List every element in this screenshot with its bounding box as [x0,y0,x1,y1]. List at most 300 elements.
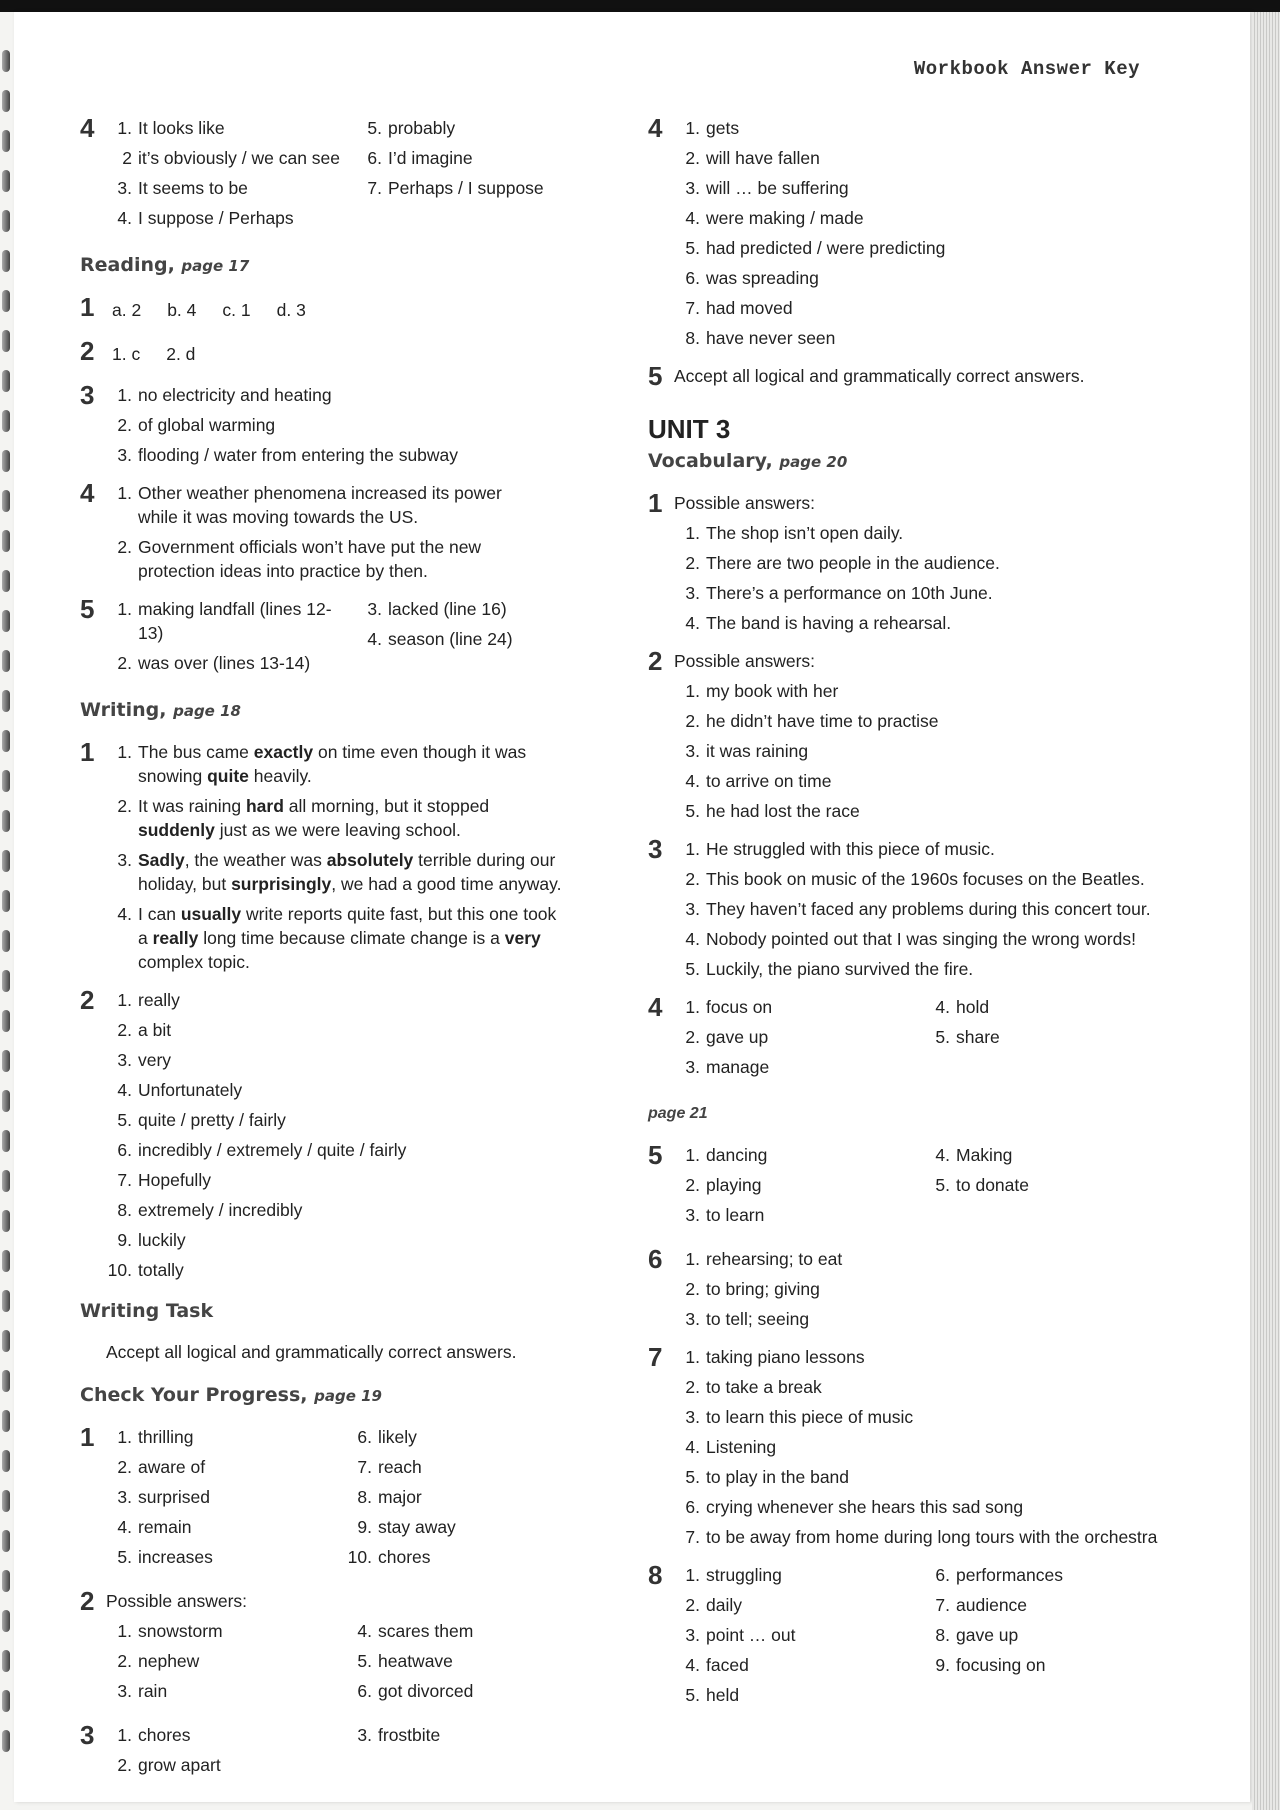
item-text: faced [706,1655,749,1675]
answer-item [106,1753,346,1777]
item-number: 5. [357,1651,372,1671]
answer-item [356,116,556,140]
spiral-ring [2,730,10,752]
item-number: 2. [685,869,700,889]
item-text: snowstorm [138,1621,223,1641]
item-text: have never seen [706,328,836,348]
answer-item [106,1545,346,1569]
spiral-ring [2,50,10,72]
item-number: 4. [685,1655,700,1675]
answer-item [106,1649,346,1673]
answer-item [106,1078,600,1102]
item-number: 4. [117,1080,132,1100]
answer-item [346,1545,546,1569]
exercise-number: 2 [80,1586,95,1616]
answer-item [674,709,1168,733]
answer-list [674,837,1168,981]
item-text: gave up [706,1027,769,1047]
item-number: 3. [117,1050,132,1070]
exercise-number: 5 [80,594,95,624]
item-text: luckily [138,1230,186,1250]
item-text: Perhaps / I suppose [388,178,544,198]
section-page: page 17 [181,257,250,275]
item-number: 5. [685,959,700,979]
spiral-ring [2,170,10,192]
item-number: 2. [685,1175,700,1195]
answer-list [674,521,1168,635]
right-column [648,113,1168,1727]
answer-list [924,1143,1124,1233]
item-number: 6. [357,1681,372,1701]
item-number: 5. [117,1110,132,1130]
answer-item [674,266,1168,290]
answer-item [924,1653,1124,1677]
answer-item [674,1563,924,1587]
answer-item [924,1143,1124,1167]
answer-item [106,1048,600,1072]
writing-exercise-2 [80,985,600,1282]
item-number: 1. [117,1725,132,1745]
answer-item [106,1485,346,1509]
item-text: to be away from home during long tours with the orchestra [706,1527,1158,1547]
item-number: 5. [685,1467,700,1487]
spiral-ring [2,410,10,432]
item-text: was over (lines 13-14) [138,653,311,673]
item-text: gave up [956,1625,1019,1645]
item-number: 2. [685,148,700,168]
answer-item [674,1593,924,1617]
answer-item [674,1405,1168,1429]
section-heading-writing [80,695,600,726]
item-text: was spreading [706,268,819,288]
spiral-ring [2,810,10,832]
item-text: really [138,990,180,1010]
answer-list [106,1619,346,1709]
item-text: focusing on [956,1655,1046,1675]
exercise-text: Accept all logical and grammatically correct answers. [674,366,1085,386]
answer-item [674,769,1168,793]
answer-list [106,383,600,467]
spiral-ring [2,1690,10,1712]
spiral-ring [2,1130,10,1152]
item-text: he didn’t have time to practise [706,711,939,731]
item-text: aware of [138,1457,206,1477]
item-text: on time even though it was snowing [138,742,527,786]
item-text: The band is having a rehearsal. [706,613,952,633]
item-number: 4. [685,771,700,791]
answer-list [106,597,356,681]
answer-item [106,1108,600,1132]
answer-item [106,988,600,1012]
item-text: extremely / incredibly [138,1200,303,1220]
bold-word: suddenly [138,820,215,840]
item-text: It was raining [138,796,246,816]
spiral-ring [2,250,10,272]
item-text: to learn [706,1205,765,1225]
item-text: gets [706,118,740,138]
scan-top-edge [0,0,1280,12]
bold-word: exactly [253,742,314,762]
item-number: 1. [117,1621,132,1641]
exercise-number: 2 [80,336,95,366]
item-number: 2. [117,1020,132,1040]
item-text: to bring; giving [706,1279,820,1299]
item-number: 4. [935,997,950,1017]
answer-item [106,848,566,896]
answer-list [106,339,600,369]
answer-item [674,176,1168,200]
item-text: Listening [706,1437,777,1457]
answer-item [346,1515,546,1539]
item-text: had moved [706,298,793,318]
answer-item [674,957,1168,981]
item-text: major [378,1487,422,1507]
item-text: Government officials won’t have put the new protection ideas into practice by then. [138,537,482,581]
answer-list [106,740,566,974]
item-text: share [956,1027,1000,1047]
answer-item [674,1247,1168,1271]
item-text: my book with her [706,681,839,701]
answer-item [674,611,1168,635]
item-text: were making / made [706,208,864,228]
section-heading-reading [80,250,600,281]
answer-item [106,1228,600,1252]
item-number: 10. [107,1260,132,1280]
answer-item [106,597,356,645]
answer-item [674,581,1168,605]
item-number: 6. [117,1140,132,1160]
answer-item [106,1515,346,1539]
item-number: 2. [117,1457,132,1477]
answer-item [356,146,556,170]
item-number: 7. [935,1595,950,1615]
section-title: Check Your Progress, [80,1384,308,1406]
section-heading-vocabulary [648,446,1168,477]
item-text: remain [138,1517,192,1537]
item-number: 7. [357,1457,372,1477]
spiral-ring [2,1210,10,1232]
item-text: daily [706,1595,742,1615]
item-text: frostbite [378,1725,441,1745]
item-number: 4. [685,929,700,949]
answer-item [674,551,1168,575]
item-number: 6. [685,268,700,288]
item-text: There’s a performance on 10th June. [706,583,993,603]
exercise-number: 4 [80,478,95,508]
spiral-ring [2,1290,10,1312]
item-number: 3. [685,178,700,198]
bold-word: usually [180,904,242,924]
vocab-exercise-1 [648,488,1168,635]
answer-item [674,1143,924,1167]
spiral-ring [2,1610,10,1632]
item-number: 9. [935,1655,950,1675]
section-page: page 20 [779,453,848,471]
spiral-ring [2,290,10,312]
item-number: 9. [357,1517,372,1537]
answer-item [674,206,1168,230]
answer-item [106,413,600,437]
item-number: 7. [117,1170,132,1190]
item-text: flooding / water from entering the subway [138,445,459,465]
spiral-ring [2,1650,10,1672]
item-text: to tell; seeing [706,1309,810,1329]
vocab-exercise-4 [648,992,1168,1085]
answer-item [346,1425,546,1449]
item-text: struggling [706,1565,782,1585]
item-text: Making [956,1145,1013,1165]
item-text: Hopefully [138,1170,211,1190]
item-text: stay away [378,1517,456,1537]
item-number: 3. [117,850,132,870]
item-text: The shop isn’t open daily. [706,523,904,543]
answer-item [106,535,546,583]
exercise-number: 1 [80,292,95,322]
item-number: 1. [117,118,132,138]
section-heading-writing-task [80,1296,600,1326]
answer-list [106,988,600,1282]
spiral-ring [2,1490,10,1512]
answer-list [674,1563,924,1713]
item-text: It seems to be [138,178,248,198]
spiral-ring [2,1090,10,1112]
answer-item [674,1203,924,1227]
item-text: will have fallen [706,148,820,168]
answer-item [674,1277,1168,1301]
answer-item [924,1173,1124,1197]
answer-list [674,679,1168,823]
answer-list [346,1619,546,1709]
answer-list [106,116,356,236]
item-number: 6. [367,148,382,168]
item-number: 2. [117,1755,132,1775]
spiral-ring [2,490,10,512]
spiral-ring [2,770,10,792]
item-number: 4. [685,208,700,228]
exercise-number: 6 [648,1244,663,1274]
bold-word: quite [207,766,249,786]
vocab-exercise-2 [648,646,1168,823]
item-number: 3. [117,1681,132,1701]
answer-item [106,1168,600,1192]
item-text: It looks like [138,118,225,138]
item-text: lacked (line 16) [388,599,507,619]
progress-exercise-1 [80,1422,600,1575]
answer-item [346,1679,546,1703]
spiral-ring [2,1250,10,1272]
item-text: to learn this piece of music [706,1407,914,1427]
item-number: 1. [117,599,132,619]
answer-item [106,206,356,230]
answer-item [106,1455,346,1479]
item-number: 3. [685,1205,700,1225]
answer-item [106,443,600,467]
item-number: 7. [367,178,382,198]
item-number: 2. [685,1279,700,1299]
exercise-intro: Possible answers: [674,651,816,671]
spiral-ring [2,970,10,992]
item-number: 2. [117,1651,132,1671]
answer-item [674,146,1168,170]
answer-item [674,1375,1168,1399]
item-text: I’d imagine [388,148,473,168]
answer-item [106,651,356,675]
section-title: Writing Task [80,1300,214,1322]
bold-word: hard [245,796,284,816]
item-number: 1. [117,1427,132,1447]
vocab-exercise-8 [648,1560,1168,1713]
exercise-number: 4 [80,113,95,143]
writing-exercise-1 [80,737,600,974]
item-text: , the weather was [184,850,327,870]
bold-word: Sadly [138,850,185,870]
progress-exercise-2 [80,1586,600,1709]
answer-item [106,1258,600,1282]
answer-item [106,146,356,170]
answer-item: 2. d [166,344,196,364]
item-text: I can [138,904,181,924]
section-title: Writing, [80,699,167,721]
answer-item [674,1465,1168,1489]
item-text: dancing [706,1145,768,1165]
exercise-number: 8 [648,1560,663,1590]
exercise-number: 3 [80,380,95,410]
item-number: 1. [117,990,132,1010]
item-text: heatwave [378,1651,453,1671]
item-text: long time because climate change is a [198,928,505,948]
answer-list [674,116,1168,350]
page-stack-edge [1252,12,1280,1810]
spiral-ring [2,1050,10,1072]
vocab-exercise-3 [648,834,1168,981]
spiral-ring [2,1530,10,1552]
item-number: 5. [685,801,700,821]
answer-item [346,1485,546,1509]
item-number: 3. [117,178,132,198]
answer-item [674,1495,1168,1519]
item-text: of global warming [138,415,276,435]
answer-item [924,995,1124,1019]
item-number: 1. [117,483,132,503]
item-text: This book on music of the 1960s focuses on the Beatles. [706,869,1145,889]
item-text: They haven’t faced any problems during this concert tour. [706,899,1151,919]
item-number: 10. [347,1547,372,1567]
answer-item: a. 2 [112,300,142,320]
item-text: it was raining [706,741,809,761]
vocab-exercise-6 [648,1244,1168,1331]
item-text: will … be suffering [706,178,849,198]
answer-item [674,739,1168,763]
item-number: 3. [685,1057,700,1077]
item-number: 6. [357,1427,372,1447]
item-number: 1. [685,1565,700,1585]
item-text: scares them [378,1621,474,1641]
spiral-ring [2,210,10,232]
item-number: 4. [357,1621,372,1641]
answer-item [674,1623,924,1647]
item-text: to take a break [706,1377,822,1397]
spiral-ring [2,90,10,112]
item-text: The bus came [138,742,254,762]
item-text: playing [706,1175,762,1195]
exercise-number: 2 [80,985,95,1015]
spiral-ring [2,130,10,152]
exercise-4 [80,113,600,236]
item-text: hold [956,997,990,1017]
answer-item [674,1025,924,1049]
spiral-ring [2,890,10,912]
item-text: I suppose / Perhaps [138,208,294,228]
bold-word: very [504,928,541,948]
item-text: taking piano lessons [706,1347,865,1367]
left-column [80,113,600,1797]
item-text: complex topic. [138,952,250,972]
exercise-number: 4 [648,113,663,143]
item-text: quite / pretty / fairly [138,1110,286,1130]
item-text: Nobody pointed out that I was singing the wrong words! [706,929,1136,949]
answer-item [674,116,1168,140]
bold-word: surprisingly [231,874,332,894]
spiral-ring [2,1010,10,1032]
item-text: totally [138,1260,184,1280]
item-number: 2. [685,553,700,573]
item-number: 2. [685,1377,700,1397]
spiral-ring [2,330,10,352]
answer-item [106,116,356,140]
item-text: write reports quite fast, but this one took a [138,904,557,948]
answer-list [674,1345,1168,1549]
answer-item [106,1425,346,1449]
item-number: 4. [685,613,700,633]
progress-exercise-3 [80,1720,600,1783]
answer-item [674,1173,924,1197]
item-number: 3. [117,1487,132,1507]
exercise-intro: Possible answers: [674,493,816,513]
spiral-ring [2,930,10,952]
answer-item [674,1345,1168,1369]
answer-list [106,295,600,325]
answer-item [106,740,566,788]
answer-list [674,1247,1168,1331]
answer-list [346,1723,546,1783]
item-text: had predicted / were predicting [706,238,946,258]
section-title: Reading, [80,254,175,276]
answer-item [106,1018,600,1042]
spiral-ring [2,1370,10,1392]
item-number: 1. [685,118,700,138]
item-number: 3. [685,1625,700,1645]
reading-exercise-3 [80,380,600,467]
spiral-ring [2,850,10,872]
item-number: 4. [685,1437,700,1457]
answer-item [106,794,566,842]
exercise-number: 5 [648,361,663,391]
item-number: 5. [685,238,700,258]
item-number: 3. [367,599,382,619]
item-text: nephew [138,1651,200,1671]
spiral-ring [2,1450,10,1472]
answer-item [674,799,1168,823]
reading-exercise-1 [80,292,600,325]
exercise-intro: Possible answers: [106,1591,248,1611]
answer-list [106,481,546,583]
spiral-ring [2,1570,10,1592]
section-title: Vocabulary, [648,450,773,472]
item-text: to arrive on time [706,771,832,791]
answer-list [346,1425,546,1575]
answer-list [356,597,556,681]
vocab-exercise-7 [648,1342,1168,1549]
